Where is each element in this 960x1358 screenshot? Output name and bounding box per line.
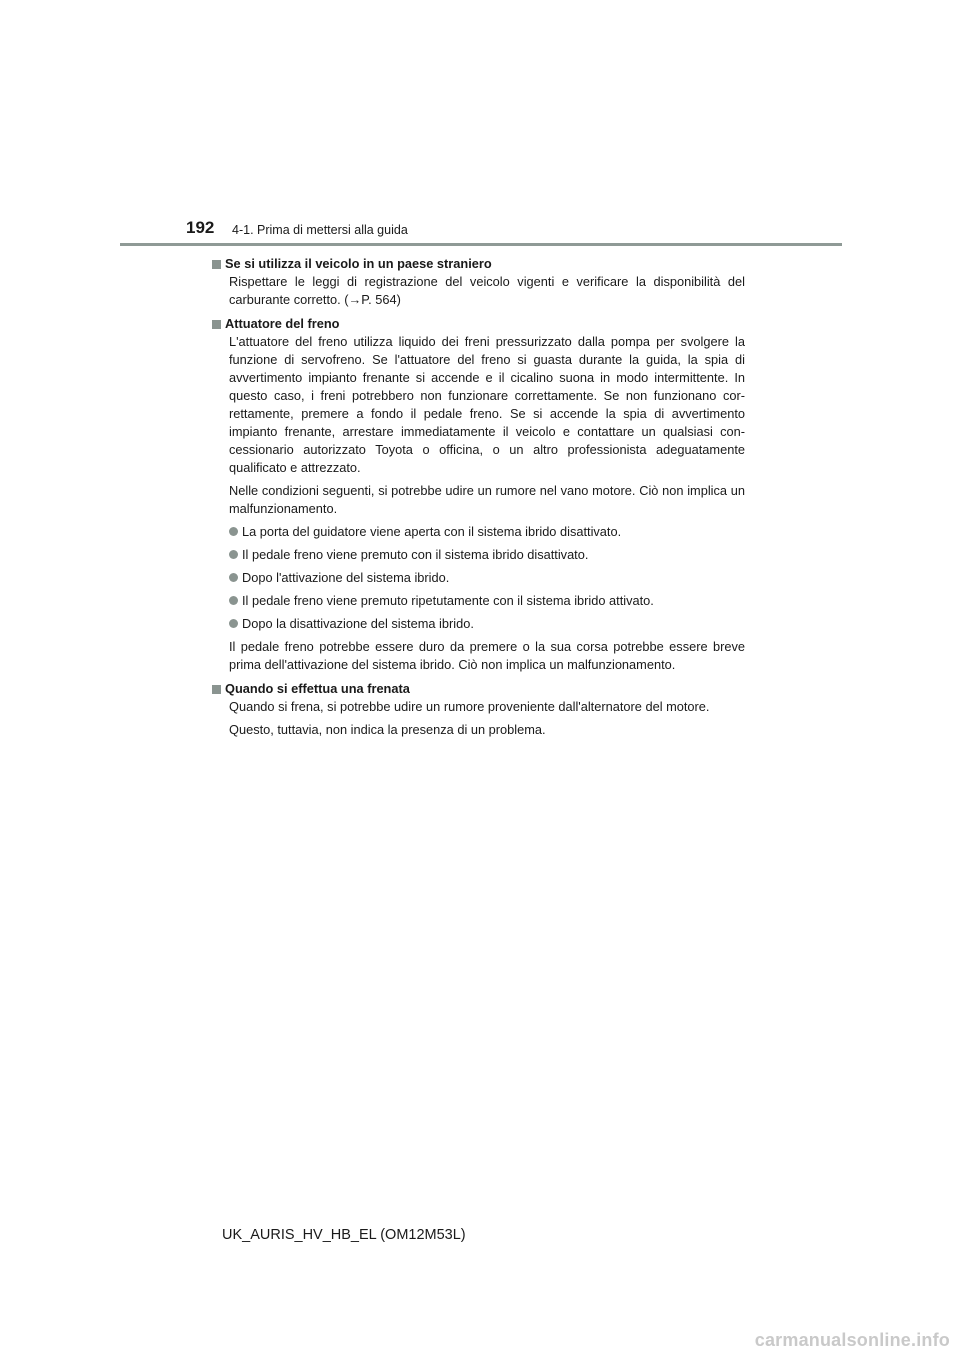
section-heading-text: Se si utilizza il veicolo in un paese straniero — [225, 256, 492, 271]
section-heading — [212, 255, 745, 273]
list-item-text: Dopo la disattivazione del sistema ibrido. — [242, 616, 474, 631]
round-bullet-icon — [229, 619, 238, 628]
list-item — [229, 546, 745, 564]
paragraph: L'attuatore del freno utilizza liquido dei freni pressurizzato dalla pompa per svolgere la funzione di servofreno. Se l'attuatore del freno si guasta durante la guida, la spia di avvertimento impianto frenante si accende e il cicalino suona in modo intermittente. In questo caso, i freni potrebbero non funzionare correttamente. Se non funzionano cor-rettamente, premere a fondo il pedale freno. Se si accende la spia di avvertimento impianto frenante, arrestare immediatamente il veicolo e contattare un qualsiasi con-cessionario autorizzato Toyota o officina, o un altro professionista adeguatamente qualificato e attrezzato. — [229, 334, 745, 475]
list-item-text: Il pedale freno viene premuto con il sistema ibrido disattivato. — [242, 547, 589, 562]
watermark: carmanualsonline.info — [754, 1330, 950, 1350]
paragraph: Quando si frena, si potrebbe udire un rumore proveniente dall'alternatore del motore. — [229, 699, 710, 714]
list-item — [229, 523, 745, 541]
page-content — [212, 255, 745, 739]
square-bullet-icon — [212, 320, 221, 329]
list-item-text: Il pedale freno viene premuto ripetutamente con il sistema ibrido attivato. — [242, 593, 654, 608]
section-heading-text: Attuatore del freno — [225, 316, 340, 331]
round-bullet-icon — [229, 596, 238, 605]
section-heading — [212, 680, 745, 698]
page-number: 192 — [186, 218, 215, 237]
section-foreign-country — [212, 255, 745, 309]
section-header: 4-1. Prima di mettersi alla guida — [232, 223, 408, 237]
list-item-text: Dopo l'attivazione del sistema ibrido. — [242, 570, 450, 585]
square-bullet-icon — [212, 260, 221, 269]
list-item-text: La porta del guidatore viene aperta con il sistema ibrido disattivato. — [242, 524, 622, 539]
section-heading-text: Quando si effettua una frenata — [225, 681, 410, 696]
round-bullet-icon — [229, 550, 238, 559]
section-braking — [212, 680, 745, 739]
document-code: UK_AURIS_HV_HB_EL (OM12M53L) — [222, 1227, 466, 1243]
square-bullet-icon — [212, 685, 221, 694]
list-item — [229, 592, 745, 610]
list-item — [229, 615, 745, 633]
paragraph: Il pedale freno potrebbe essere duro da premere o la sua corsa potrebbe essere breve prima dell'attivazione del sistema ibrido. Ciò non implica un malfunzionamento. — [229, 639, 745, 672]
section-brake-actuator — [212, 315, 745, 674]
round-bullet-icon — [229, 573, 238, 582]
round-bullet-icon — [229, 527, 238, 536]
section-heading — [212, 315, 745, 333]
paragraph: Nelle condizioni seguenti, si potrebbe udire un rumore nel vano motore. Ciò non implica un malfunzionamento. — [229, 483, 745, 516]
header-rule — [120, 243, 842, 246]
list-item — [229, 569, 745, 587]
paragraph: Rispettare le leggi di registrazione del veicolo vigenti e verificare la disponibilità del carburante corretto. (→P. 564) — [229, 274, 745, 307]
paragraph: Questo, tuttavia, non indica la presenza di un problema. — [229, 722, 546, 737]
